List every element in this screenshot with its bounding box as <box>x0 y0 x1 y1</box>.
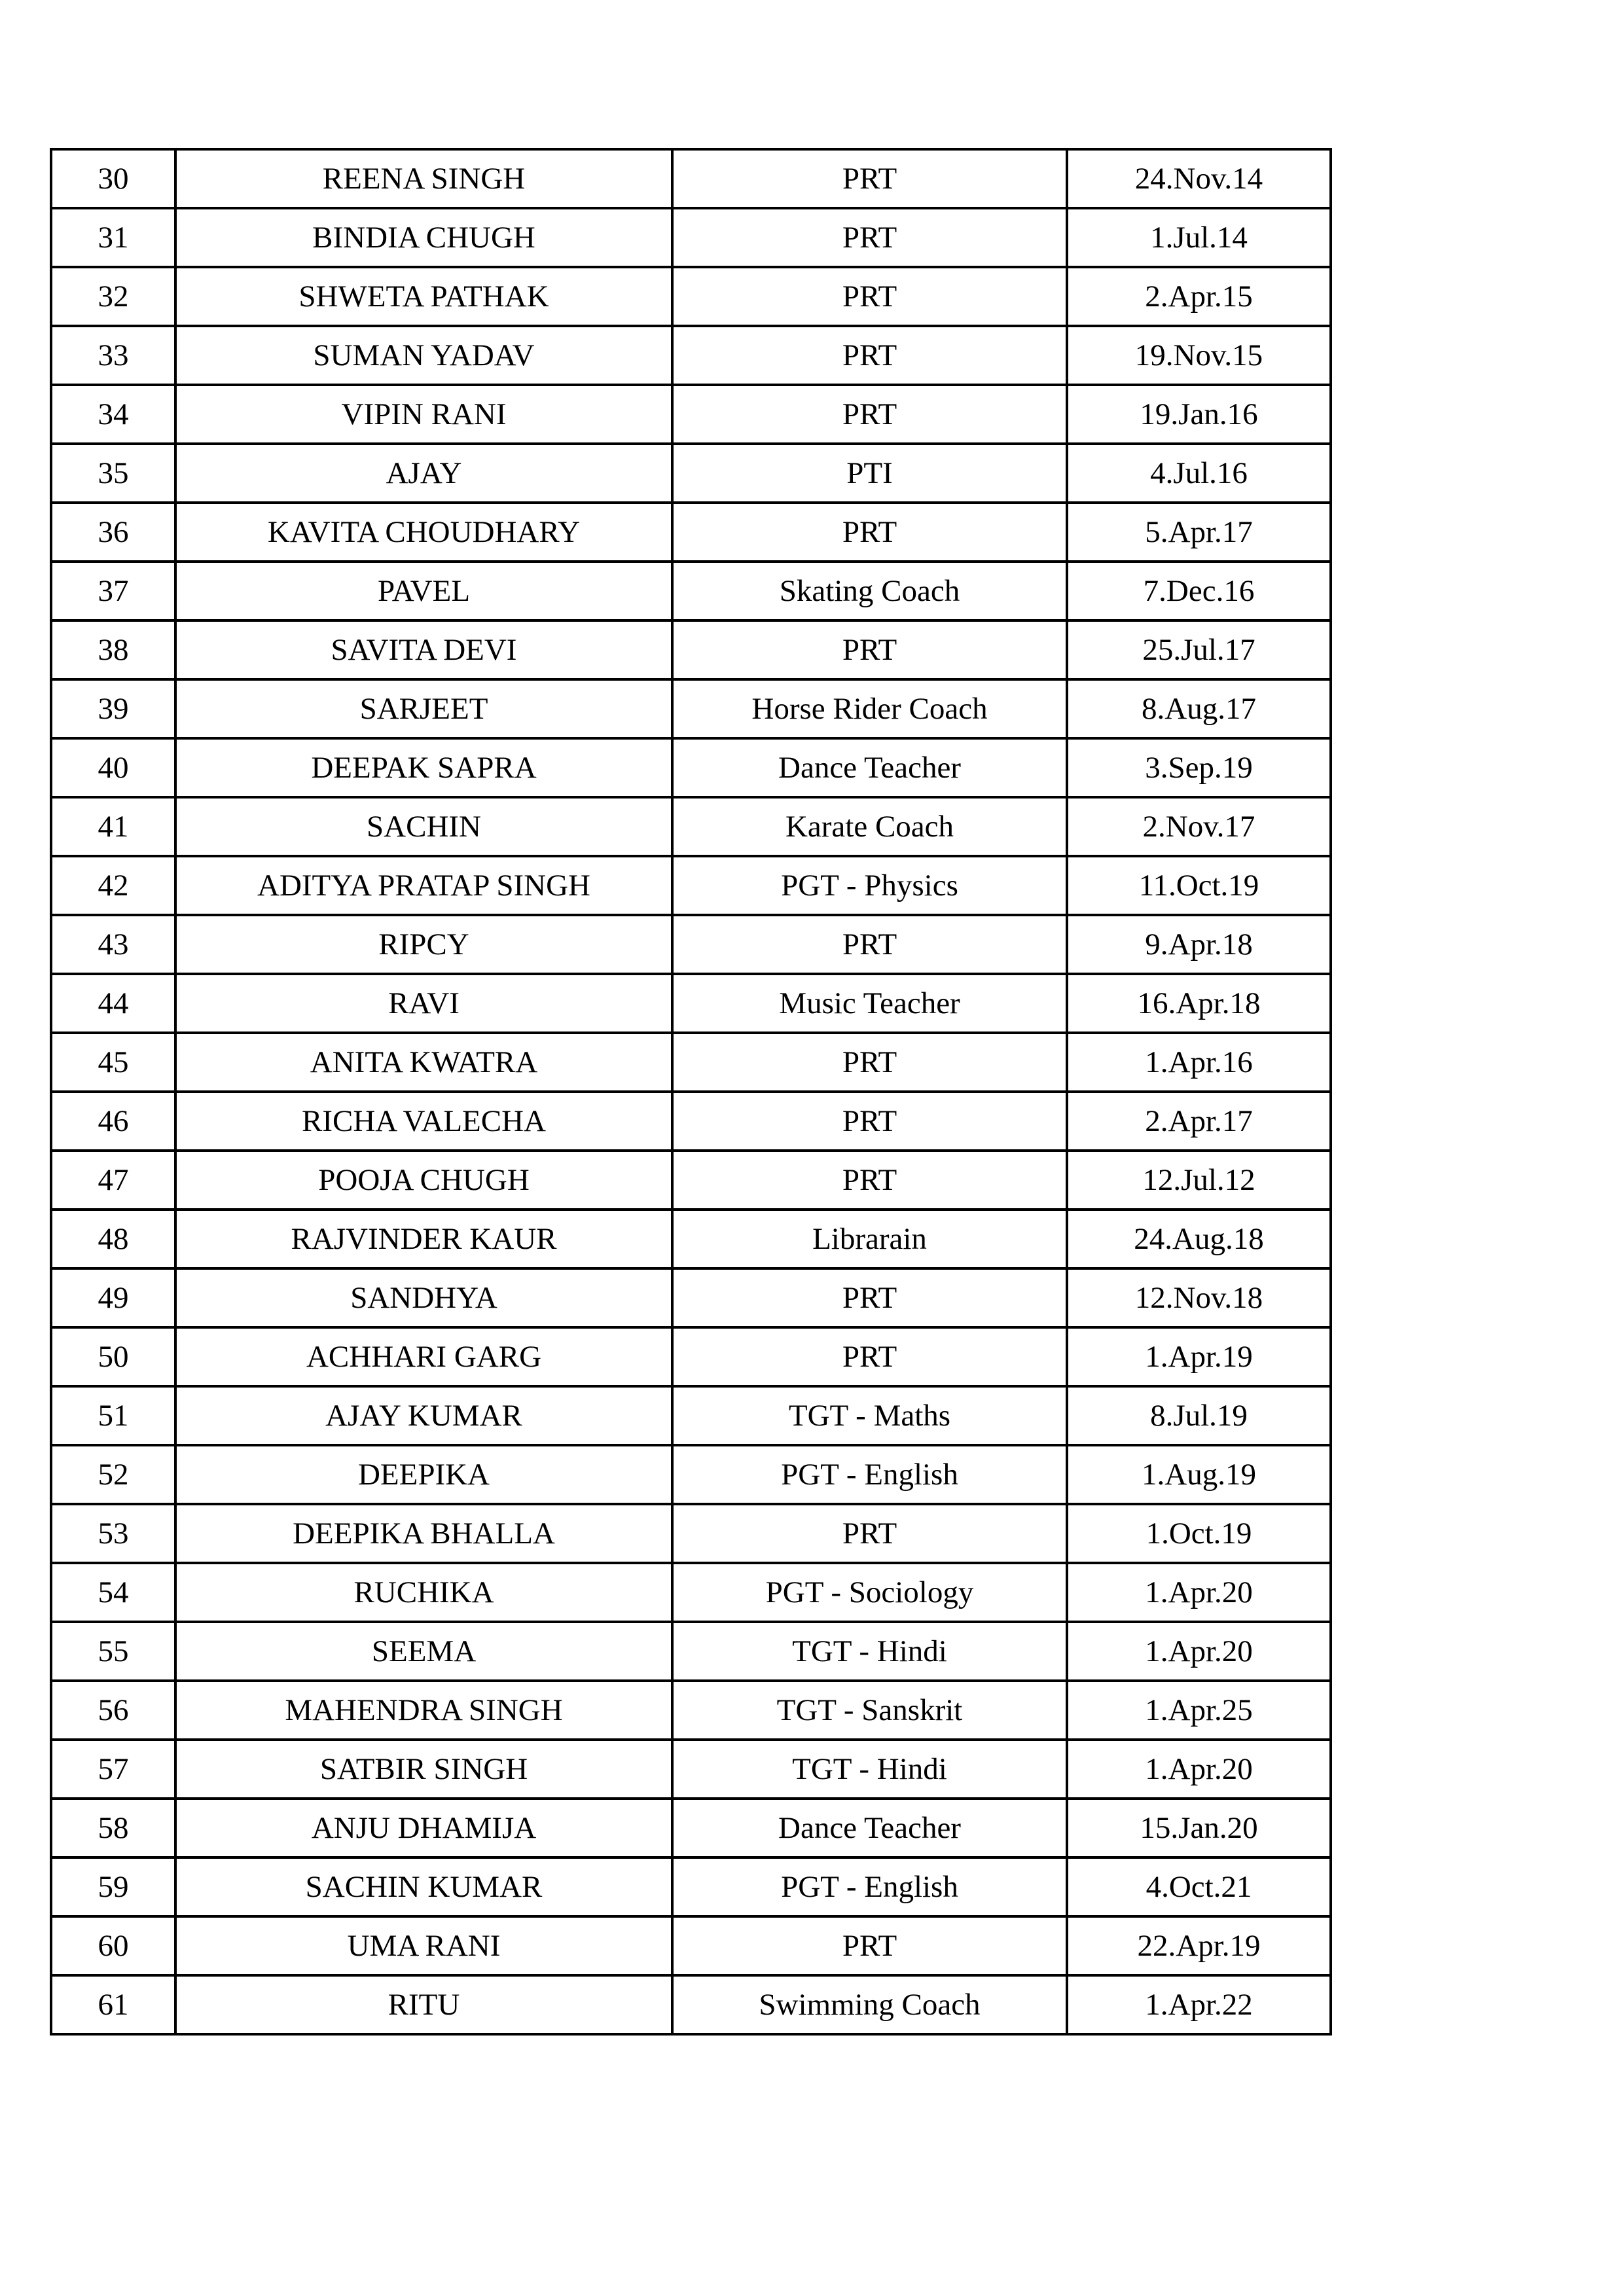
joining-date-cell: 11.Oct.19 <box>1067 856 1331 915</box>
serial-number-cell: 43 <box>51 915 175 974</box>
serial-number-cell: 33 <box>51 326 175 385</box>
serial-number-cell: 61 <box>51 1975 175 2034</box>
table-row <box>51 856 1331 915</box>
staff-name-cell: RICHA VALECHA <box>175 1092 672 1151</box>
joining-date-cell: 12.Nov.18 <box>1067 1268 1331 1327</box>
table-row <box>51 503 1331 562</box>
designation-cell: PGT - Sociology <box>672 1563 1067 1622</box>
serial-number-cell: 32 <box>51 267 175 326</box>
staff-name-cell: VIPIN RANI <box>175 385 672 444</box>
joining-date-cell: 1.Jul.14 <box>1067 208 1331 267</box>
staff-name-cell: DEEPIKA BHALLA <box>175 1504 672 1563</box>
staff-name-cell: AJAY <box>175 444 672 503</box>
joining-date-cell: 15.Jan.20 <box>1067 1799 1331 1857</box>
serial-number-cell: 36 <box>51 503 175 562</box>
staff-name-cell: SATBIR SINGH <box>175 1740 672 1799</box>
serial-number-cell: 51 <box>51 1386 175 1445</box>
staff-name-cell: SEEMA <box>175 1622 672 1681</box>
joining-date-cell: 24.Nov.14 <box>1067 149 1331 208</box>
serial-number-cell: 46 <box>51 1092 175 1151</box>
joining-date-cell: 4.Jul.16 <box>1067 444 1331 503</box>
joining-date-cell: 4.Oct.21 <box>1067 1857 1331 1916</box>
serial-number-cell: 47 <box>51 1151 175 1210</box>
designation-cell: PRT <box>672 503 1067 562</box>
designation-cell: PRT <box>672 1504 1067 1563</box>
serial-number-cell: 57 <box>51 1740 175 1799</box>
joining-date-cell: 1.Apr.20 <box>1067 1622 1331 1681</box>
table-row <box>51 1857 1331 1916</box>
serial-number-cell: 55 <box>51 1622 175 1681</box>
serial-number-cell: 38 <box>51 620 175 679</box>
staff-table <box>50 148 1332 2036</box>
serial-number-cell: 50 <box>51 1327 175 1386</box>
serial-number-cell: 59 <box>51 1857 175 1916</box>
table-row <box>51 385 1331 444</box>
designation-cell: PRT <box>672 267 1067 326</box>
joining-date-cell: 1.Apr.22 <box>1067 1975 1331 2034</box>
designation-cell: Librarain <box>672 1210 1067 1268</box>
table-row <box>51 149 1331 208</box>
staff-name-cell: PAVEL <box>175 562 672 620</box>
table-row <box>51 1740 1331 1799</box>
designation-cell: Dance Teacher <box>672 738 1067 797</box>
designation-cell: PRT <box>672 1033 1067 1092</box>
designation-cell: Music Teacher <box>672 974 1067 1033</box>
joining-date-cell: 19.Jan.16 <box>1067 385 1331 444</box>
table-row <box>51 267 1331 326</box>
designation-cell: Swimming Coach <box>672 1975 1067 2034</box>
table-row <box>51 1327 1331 1386</box>
designation-cell: Skating Coach <box>672 562 1067 620</box>
staff-name-cell: SAVITA DEVI <box>175 620 672 679</box>
joining-date-cell: 25.Jul.17 <box>1067 620 1331 679</box>
joining-date-cell: 1.Oct.19 <box>1067 1504 1331 1563</box>
serial-number-cell: 40 <box>51 738 175 797</box>
serial-number-cell: 37 <box>51 562 175 620</box>
staff-name-cell: SACHIN <box>175 797 672 856</box>
table-row <box>51 1563 1331 1622</box>
designation-cell: PGT - English <box>672 1445 1067 1504</box>
designation-cell: PRT <box>672 385 1067 444</box>
serial-number-cell: 42 <box>51 856 175 915</box>
designation-cell: TGT - Maths <box>672 1386 1067 1445</box>
designation-cell: Dance Teacher <box>672 1799 1067 1857</box>
staff-name-cell: AJAY KUMAR <box>175 1386 672 1445</box>
table-row <box>51 326 1331 385</box>
designation-cell: PTI <box>672 444 1067 503</box>
designation-cell: TGT - Hindi <box>672 1622 1067 1681</box>
serial-number-cell: 35 <box>51 444 175 503</box>
staff-name-cell: SACHIN KUMAR <box>175 1857 672 1916</box>
joining-date-cell: 1.Apr.20 <box>1067 1563 1331 1622</box>
designation-cell: PRT <box>672 620 1067 679</box>
serial-number-cell: 52 <box>51 1445 175 1504</box>
joining-date-cell: 5.Apr.17 <box>1067 503 1331 562</box>
table-row <box>51 444 1331 503</box>
staff-name-cell: SARJEET <box>175 679 672 738</box>
table-row <box>51 1622 1331 1681</box>
staff-table-body <box>51 149 1331 2034</box>
staff-name-cell: REENA SINGH <box>175 149 672 208</box>
designation-cell: PGT - Physics <box>672 856 1067 915</box>
joining-date-cell: 7.Dec.16 <box>1067 562 1331 620</box>
serial-number-cell: 49 <box>51 1268 175 1327</box>
table-row <box>51 1445 1331 1504</box>
joining-date-cell: 22.Apr.19 <box>1067 1916 1331 1975</box>
staff-name-cell: ADITYA PRATAP SINGH <box>175 856 672 915</box>
table-row <box>51 1681 1331 1740</box>
staff-name-cell: RAVI <box>175 974 672 1033</box>
serial-number-cell: 53 <box>51 1504 175 1563</box>
staff-name-cell: DEEPAK SAPRA <box>175 738 672 797</box>
serial-number-cell: 30 <box>51 149 175 208</box>
joining-date-cell: 9.Apr.18 <box>1067 915 1331 974</box>
table-row <box>51 797 1331 856</box>
staff-name-cell: POOJA CHUGH <box>175 1151 672 1210</box>
serial-number-cell: 39 <box>51 679 175 738</box>
joining-date-cell: 2.Nov.17 <box>1067 797 1331 856</box>
serial-number-cell: 31 <box>51 208 175 267</box>
table-row <box>51 738 1331 797</box>
joining-date-cell: 1.Apr.25 <box>1067 1681 1331 1740</box>
table-row <box>51 915 1331 974</box>
table-row <box>51 1092 1331 1151</box>
joining-date-cell: 12.Jul.12 <box>1067 1151 1331 1210</box>
joining-date-cell: 1.Aug.19 <box>1067 1445 1331 1504</box>
serial-number-cell: 58 <box>51 1799 175 1857</box>
staff-name-cell: UMA RANI <box>175 1916 672 1975</box>
serial-number-cell: 41 <box>51 797 175 856</box>
staff-name-cell: KAVITA CHOUDHARY <box>175 503 672 562</box>
table-row <box>51 1504 1331 1563</box>
joining-date-cell: 24.Aug.18 <box>1067 1210 1331 1268</box>
joining-date-cell: 1.Apr.20 <box>1067 1740 1331 1799</box>
table-row <box>51 974 1331 1033</box>
designation-cell: PRT <box>672 1268 1067 1327</box>
joining-date-cell: 1.Apr.19 <box>1067 1327 1331 1386</box>
serial-number-cell: 34 <box>51 385 175 444</box>
joining-date-cell: 19.Nov.15 <box>1067 326 1331 385</box>
designation-cell: PRT <box>672 1916 1067 1975</box>
table-row <box>51 208 1331 267</box>
staff-name-cell: SANDHYA <box>175 1268 672 1327</box>
staff-name-cell: ANITA KWATRA <box>175 1033 672 1092</box>
serial-number-cell: 44 <box>51 974 175 1033</box>
serial-number-cell: 54 <box>51 1563 175 1622</box>
joining-date-cell: 2.Apr.17 <box>1067 1092 1331 1151</box>
designation-cell: PRT <box>672 326 1067 385</box>
designation-cell: TGT - Hindi <box>672 1740 1067 1799</box>
designation-cell: PRT <box>672 1092 1067 1151</box>
staff-name-cell: SHWETA PATHAK <box>175 267 672 326</box>
staff-name-cell: DEEPIKA <box>175 1445 672 1504</box>
staff-name-cell: RUCHIKA <box>175 1563 672 1622</box>
joining-date-cell: 8.Jul.19 <box>1067 1386 1331 1445</box>
designation-cell: PRT <box>672 149 1067 208</box>
table-row <box>51 1268 1331 1327</box>
staff-name-cell: BINDIA CHUGH <box>175 208 672 267</box>
table-row <box>51 679 1331 738</box>
serial-number-cell: 45 <box>51 1033 175 1092</box>
table-row <box>51 1386 1331 1445</box>
designation-cell: PGT - English <box>672 1857 1067 1916</box>
designation-cell: Karate Coach <box>672 797 1067 856</box>
designation-cell: PRT <box>672 1327 1067 1386</box>
table-row <box>51 620 1331 679</box>
joining-date-cell: 3.Sep.19 <box>1067 738 1331 797</box>
staff-name-cell: RITU <box>175 1975 672 2034</box>
table-row <box>51 1799 1331 1857</box>
table-row <box>51 1975 1331 2034</box>
staff-name-cell: MAHENDRA SINGH <box>175 1681 672 1740</box>
designation-cell: PRT <box>672 915 1067 974</box>
table-row <box>51 1210 1331 1268</box>
joining-date-cell: 1.Apr.16 <box>1067 1033 1331 1092</box>
designation-cell: PRT <box>672 1151 1067 1210</box>
table-row <box>51 1033 1331 1092</box>
designation-cell: TGT - Sanskrit <box>672 1681 1067 1740</box>
serial-number-cell: 56 <box>51 1681 175 1740</box>
joining-date-cell: 2.Apr.15 <box>1067 267 1331 326</box>
designation-cell: Horse Rider Coach <box>672 679 1067 738</box>
joining-date-cell: 16.Apr.18 <box>1067 974 1331 1033</box>
serial-number-cell: 60 <box>51 1916 175 1975</box>
serial-number-cell: 48 <box>51 1210 175 1268</box>
staff-name-cell: RIPCY <box>175 915 672 974</box>
staff-name-cell: ACHHARI GARG <box>175 1327 672 1386</box>
table-row <box>51 1151 1331 1210</box>
staff-name-cell: SUMAN YADAV <box>175 326 672 385</box>
designation-cell: PRT <box>672 208 1067 267</box>
joining-date-cell: 8.Aug.17 <box>1067 679 1331 738</box>
staff-name-cell: RAJVINDER KAUR <box>175 1210 672 1268</box>
table-row <box>51 562 1331 620</box>
table-row <box>51 1916 1331 1975</box>
staff-name-cell: ANJU DHAMIJA <box>175 1799 672 1857</box>
